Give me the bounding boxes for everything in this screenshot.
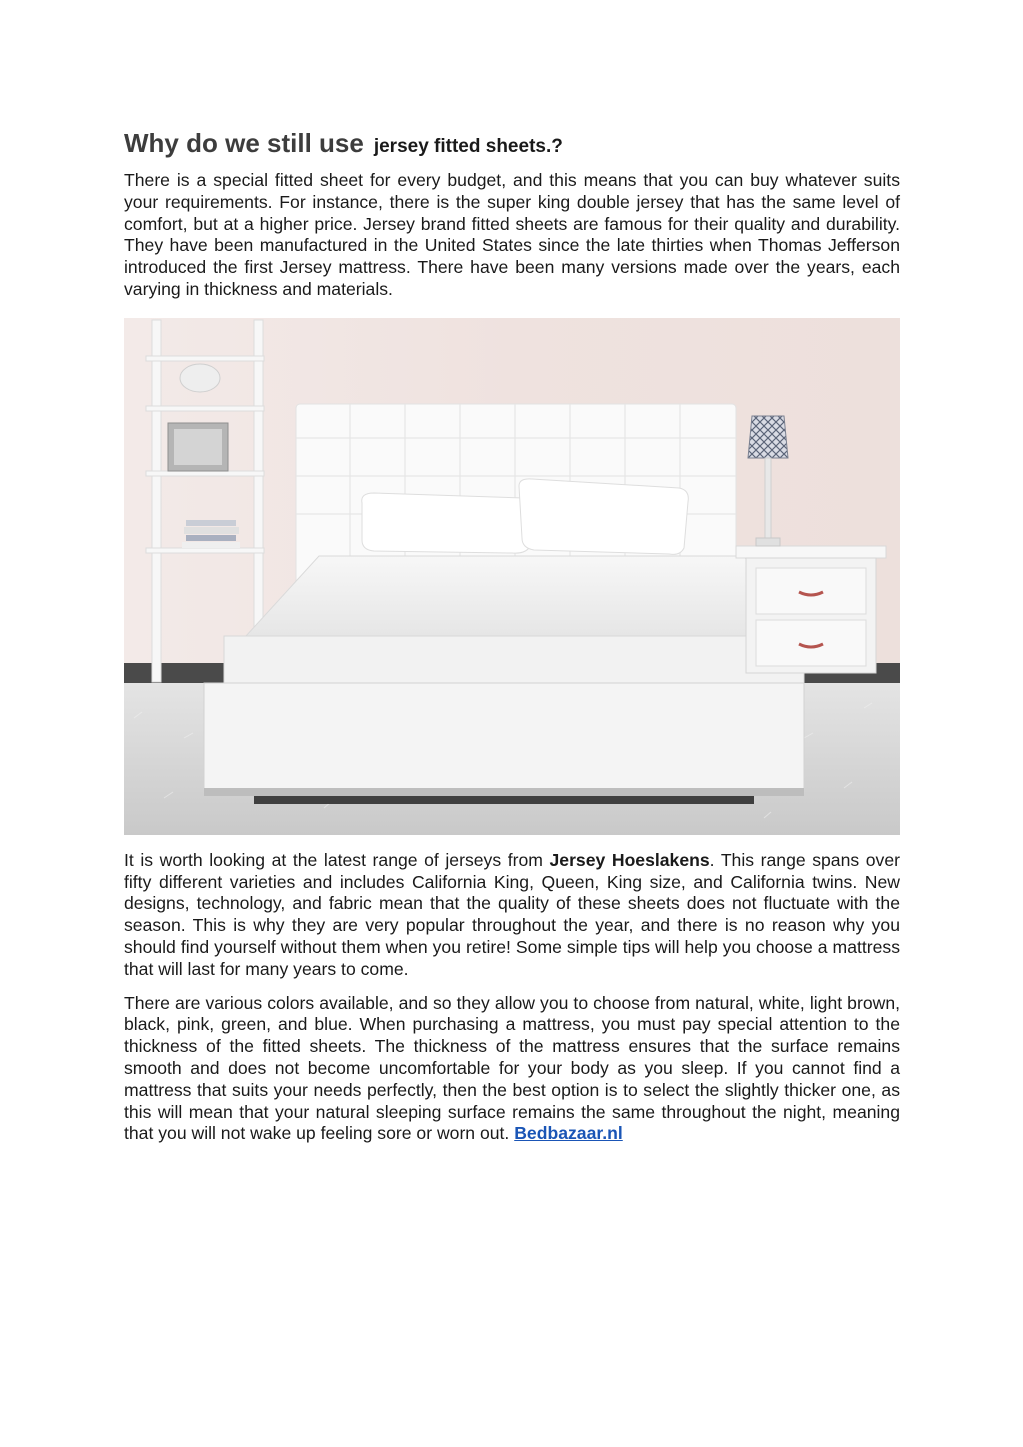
bedbazaar-link[interactable]: Bedbazaar.nl bbox=[514, 1123, 623, 1144]
colors-text: There are various colors available, and so they allow you to choose from natural, white, light brown, black, pink, green, and blue. When purchasing a mattress, you must pay special attention to the thickness of the fitted sheets. The thickness of the mattress ensures that the surface remains smooth and does not become uncomfortable for your body as you sleep. If you cannot find a mattress that suits your needs perfectly, then the best option is to select the slightly thicker one, as this will mean that your natural sleeping surface remains the same throughout the night, meaning that you will not wake up feeling sore or worn out. bbox=[124, 992, 900, 1144]
title-sub: jersey fitted sheets.? bbox=[373, 136, 563, 157]
page-title bbox=[124, 121, 900, 161]
article bbox=[124, 121, 900, 1145]
range-text-after: . This range spans over fifty different varieties and includes California King, Queen, King size, and California twins. New designs, technology, and fabric mean that the quality of these sheets does not fluctuate with the season. This is why they are very popular throughout the year, and there is no reason why you should find yourself without them when you retire! Some simple tips will help you choose a mattress that will last for many years to come. bbox=[124, 849, 900, 979]
spacer bbox=[124, 835, 900, 850]
brand-name: Jersey Hoeslakens bbox=[549, 849, 710, 870]
colors-paragraph bbox=[124, 993, 900, 1146]
intro-paragraph: There is a special fitted sheet for every budget, and this means that you can buy whatever suits your requirements. For instance, there is the super king double jersey that has the same level of comfort, but at a higher price. Jersey brand fitted sheets are famous for their quality and durability. They have been manufactured in the United States since the late thirties when Thomas Jefferson introduced the first Jersey mattress. There have been many versions made over the years, each varying in thickness and materials. bbox=[124, 170, 900, 299]
bedroom-photo bbox=[124, 318, 900, 835]
range-paragraph bbox=[124, 850, 900, 981]
range-text-before: It is worth looking at the latest range of jerseys from bbox=[124, 849, 550, 870]
title-main: Why do we still use bbox=[124, 128, 364, 158]
